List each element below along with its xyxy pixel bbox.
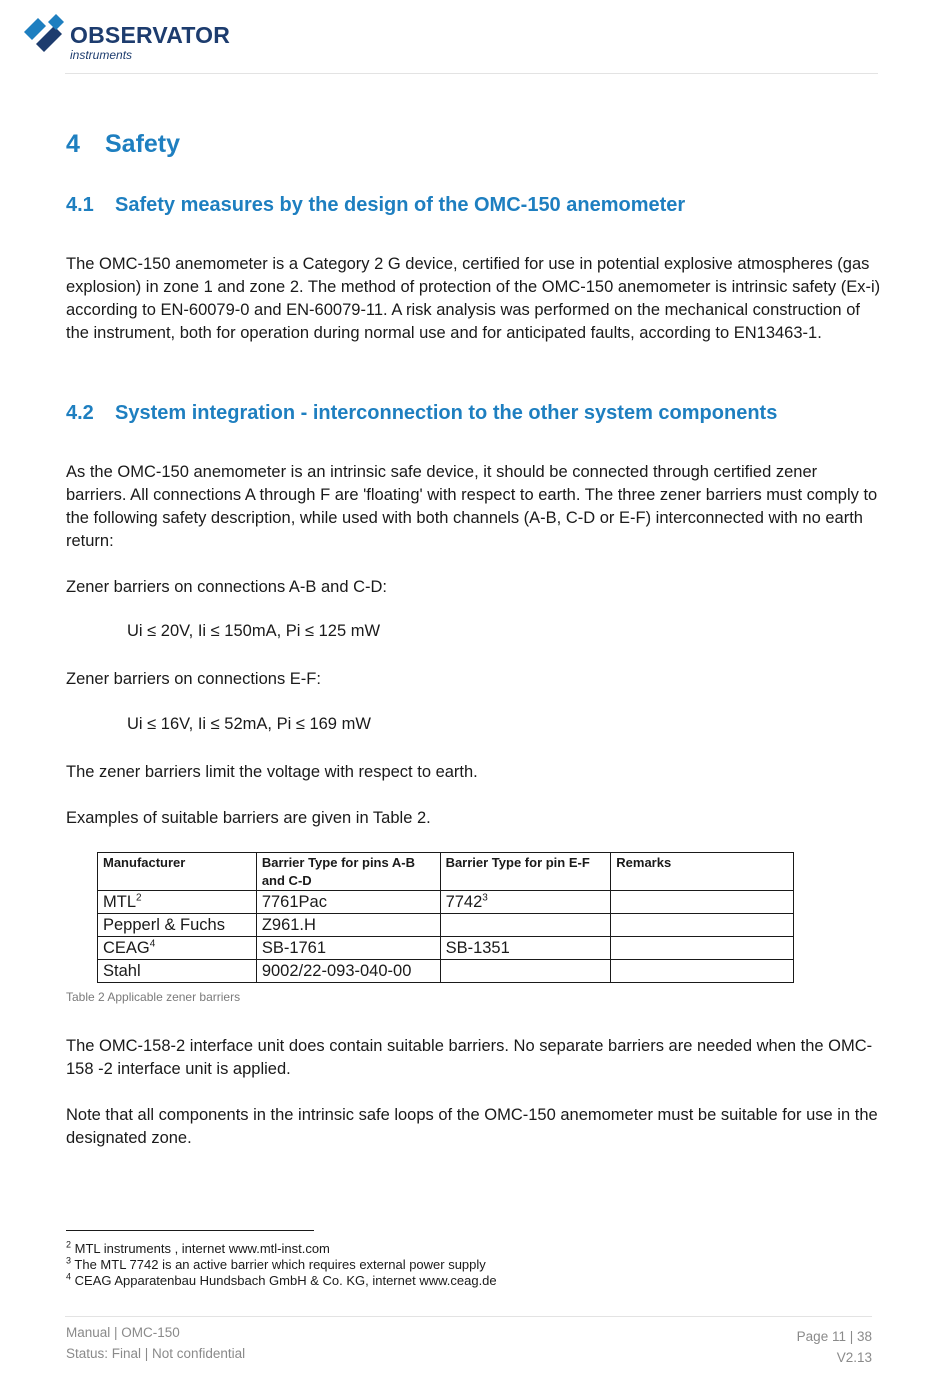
table-row	[98, 914, 794, 937]
limit-note: The zener barriers limit the voltage with respect to earth.	[66, 763, 478, 781]
cell-barrier-ef	[440, 914, 611, 937]
cell-manufacturer: MTL$^2$	[98, 891, 257, 914]
zener-ab-spec: Ui ≤ 20V, Ii ≤ 150mA, Pi ≤ 125 mW	[127, 622, 381, 640]
examples-note: Examples of suitable barriers are given in Table 2.	[66, 809, 431, 827]
cell-barrier-ab-cd: 7761Pac	[256, 891, 440, 914]
footer-divider	[65, 1316, 872, 1317]
cell-barrier-ab-cd: SB-1761	[256, 937, 440, 960]
header-manufacturer: Manufacturer	[98, 853, 257, 891]
subsection-title: Safety measures by the design of the OMC-150 anemometer	[115, 194, 686, 216]
paragraph-zone-note: Note that all components in the intrinsic safe loops of the OMC-150 anemometer must be suitable for use in the designated zone.	[66, 1106, 878, 1147]
footer-version: V2.13	[836, 1350, 872, 1365]
logo-name: OBSERVATOR	[70, 22, 231, 48]
paragraph-interface-unit: The OMC-158-2 interface unit does contain suitable barriers. No separate barriers are needed when the OMC-158 -2 interface unit is applied.	[66, 1037, 873, 1078]
subsection-number: 4.1	[66, 194, 94, 216]
footnote: $^3$ The MTL 7742 is an active barrier which requires external power supply	[66, 1255, 486, 1272]
cell-barrier-ab-cd: Z961.H	[256, 914, 440, 937]
observator-logo	[22, 10, 252, 66]
cell-remarks	[611, 914, 794, 937]
footer-page-number: Page 11 | 38	[796, 1329, 872, 1344]
cell-manufacturer: Pepperl & Fuchs	[98, 914, 257, 937]
subsection-title: System integration - interconnection to the other system components	[115, 402, 778, 424]
zener-ef-label: Zener barriers on connections E-F:	[66, 670, 321, 688]
footnote: $^2$ MTL instruments , internet www.mtl-inst.com	[66, 1239, 330, 1256]
subsection-heading-4-1	[66, 194, 685, 217]
footer-status: Status: Final | Not confidential	[66, 1346, 246, 1361]
header-remarks: Remarks	[611, 853, 794, 891]
header-barrier-ef: Barrier Type for pin E-F	[440, 853, 611, 891]
footer-document: Manual | OMC-150	[66, 1325, 180, 1340]
paragraph-system-integration: As the OMC-150 anemometer is an intrinsic safe device, it should be connected through certified zener barriers. All connections A through F are 'floating' with respect to earth. The three zener barriers must comply to the following safety description, while used with both channels (A-B, C-D or E-F) interconnected with no earth return:	[66, 463, 878, 550]
cell-barrier-ab-cd: 9002/22-093-040-00	[256, 960, 440, 983]
cell-manufacturer: Stahl	[98, 960, 257, 983]
section-heading	[66, 130, 180, 159]
table-row	[98, 960, 794, 983]
cell-remarks	[611, 891, 794, 914]
paragraph-design-measures: The OMC-150 anemometer is a Category 2 G device, certified for use in potential explosive atmospheres (gas explosion) in zone 1 and zone 2. The method of protection of the OMC-150 anemometer is intrinsic safety (Ex-i) according to EN-60079-0 and EN-60079-11. A risk analysis was performed on the mechanical construction of the instrument, both for operation during normal use and for anticipated faults, according to EN13463-1.	[66, 255, 881, 342]
subsection-number: 4.2	[66, 402, 94, 424]
cell-barrier-ef: 7742$^3$	[440, 891, 611, 914]
header-barrier-ab-cd: Barrier Type for pins A-B and C-D	[256, 853, 440, 891]
footnote: $^4$ CEAG Apparatenbau Hundsbach GmbH & Co. KG, internet www.ceag.de	[66, 1271, 497, 1288]
logo-mark-icon	[22, 14, 70, 54]
table-row	[98, 937, 794, 960]
subsection-heading-4-2	[66, 402, 777, 425]
cell-remarks	[611, 937, 794, 960]
header-divider	[65, 73, 878, 74]
table-caption: Table 2 Applicable zener barriers	[66, 990, 241, 1004]
table-row	[98, 891, 794, 914]
section-number: 4	[66, 130, 80, 158]
zener-ef-spec: Ui ≤ 16V, Ii ≤ 52mA, Pi ≤ 169 mW	[127, 715, 371, 733]
table-header-row	[98, 853, 794, 891]
cell-manufacturer: CEAG$^4$	[98, 937, 257, 960]
zener-ab-label: Zener barriers on connections A-B and C-D:	[66, 578, 387, 596]
cell-remarks	[611, 960, 794, 983]
cell-barrier-ef: SB-1351	[440, 937, 611, 960]
footnote-divider	[66, 1230, 314, 1231]
logo-sub: instruments	[70, 48, 133, 62]
barriers-table	[97, 852, 794, 983]
cell-barrier-ef	[440, 960, 611, 983]
section-title: Safety	[105, 130, 181, 158]
